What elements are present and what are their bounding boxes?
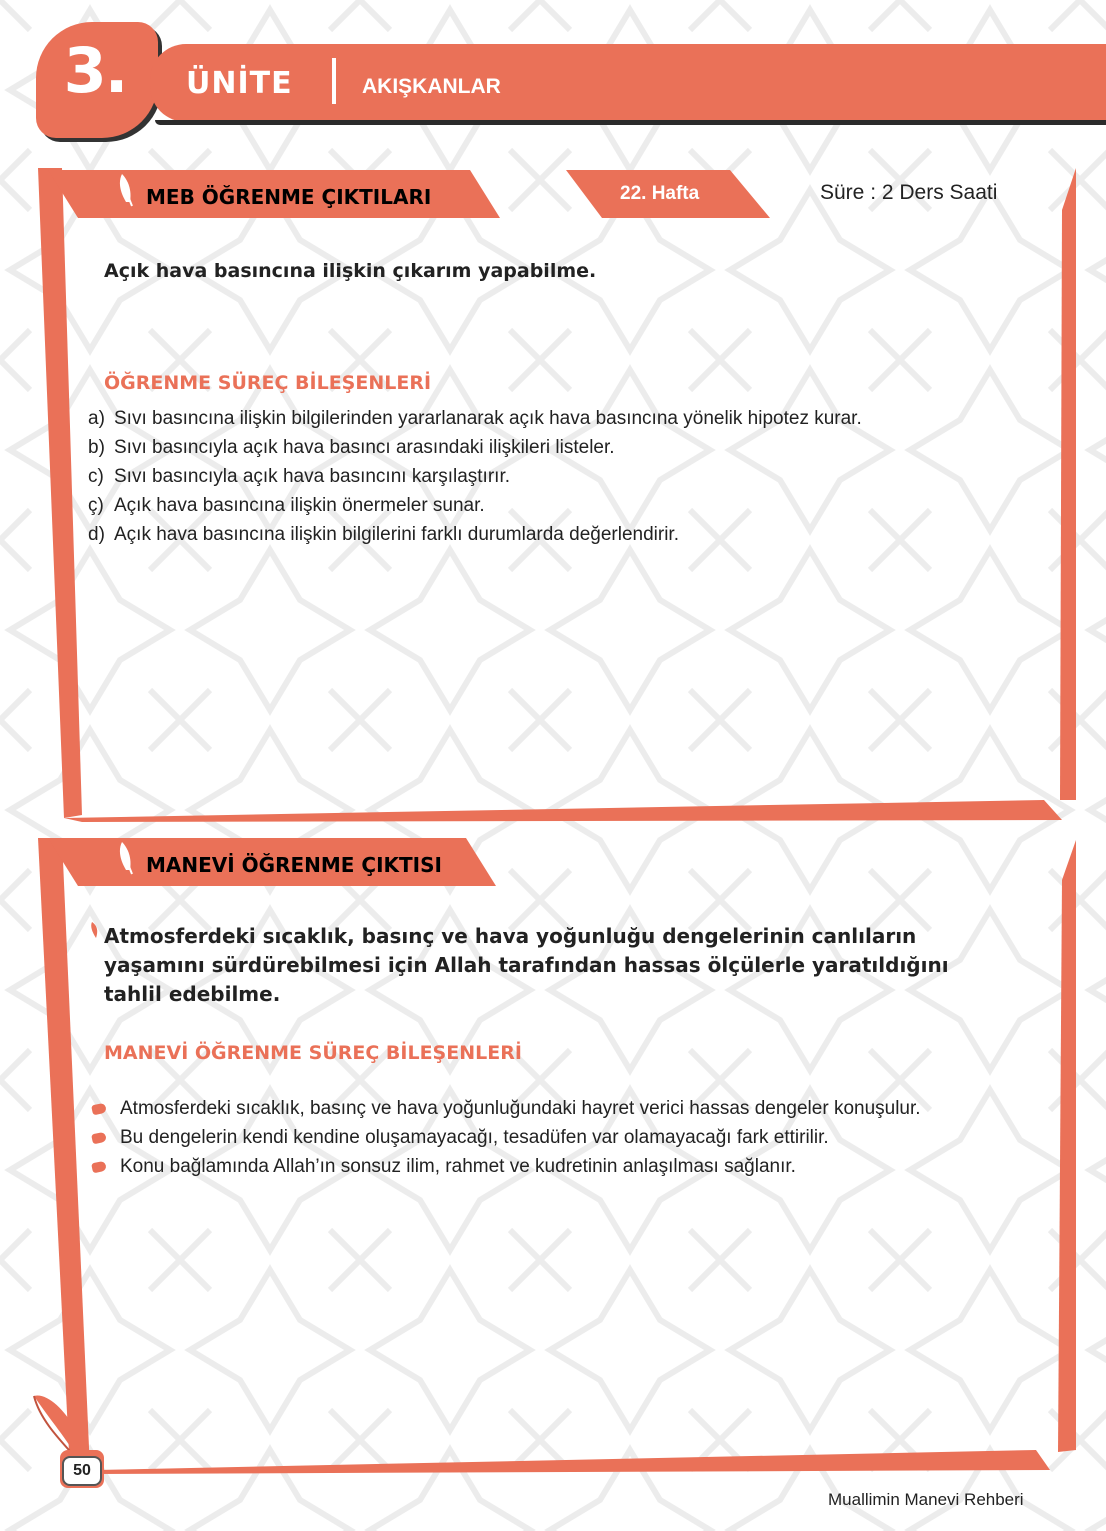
meb-tab-title: MEB ÖĞRENME ÇIKTILARI (146, 185, 432, 209)
feather-icon (91, 922, 97, 938)
meb-panel-right-border (1060, 168, 1076, 800)
list-item-label: b) (88, 437, 105, 458)
list-item (92, 1152, 921, 1181)
process-list (88, 404, 862, 549)
week-label: 22. Hafta (620, 183, 700, 204)
list-item-label: d) (88, 524, 105, 545)
header-divider (332, 58, 336, 104)
meb-panel-bottom-border (64, 800, 1062, 822)
bullet-icon (91, 1131, 107, 1144)
page-number: 50 (62, 1456, 102, 1486)
list-item (92, 1094, 921, 1123)
unit-label: ÜNİTE (186, 66, 293, 101)
list-item (92, 1123, 921, 1152)
unit-number: 3. (63, 34, 127, 107)
list-item-text: Sıvı basıncına ilişkin bilgilerinden yararlanarak açık hava basıncına yönelik hipotez kurar. (114, 408, 862, 429)
list-item-text: Açık hava basıncına ilişkin bilgilerini farklı durumlarda değerlendirir. (114, 524, 679, 545)
process-heading: ÖĞRENME SÜREÇ BİLEŞENLERİ (104, 372, 432, 394)
duration-label: Süre : 2 Ders Saati (820, 181, 998, 204)
bullet-text: Bu dengelerin kendi kendine oluşamayacağı, tesadüfen var olamayacağı fark ettirilir. (120, 1127, 829, 1148)
book-title: Muallimin Manevi Rehberi (828, 1490, 1024, 1509)
list-item-text: Açık hava basıncına ilişkin önermeler sunar. (114, 495, 485, 516)
bullet-text: Atmosferdeki sıcaklık, basınç ve hava yoğunluğundaki hayret verici hassas dengeler konuşulur. (120, 1098, 921, 1119)
manevi-tab-title: MANEVİ ÖĞRENME ÇIKTISI (146, 853, 442, 877)
unit-topic: AKIŞKANLAR (362, 75, 501, 98)
list-item-label: c) (88, 466, 104, 487)
list-item-label: a) (88, 408, 105, 429)
bullet-icon (91, 1102, 107, 1115)
list-item-text: Sıvı basıncıyla açık hava basıncı arasındaki ilişkileri listeler. (114, 437, 615, 458)
list-item (88, 491, 862, 520)
manevi-panel-bottom-border (96, 1450, 1050, 1474)
list-item-text: Sıvı basıncıyla açık hava basıncını karşılaştırır. (114, 466, 511, 487)
manevi-process-heading: MANEVİ ÖĞRENME SÜREÇ BİLEŞENLERİ (104, 1042, 522, 1064)
meb-panel-left-border (38, 168, 82, 818)
meb-outcome: Açık hava basıncına ilişkin çıkarım yapabilme. (104, 260, 597, 282)
manevi-outcome-line: Atmosferdeki sıcaklık, basınç ve hava yoğunluğu dengelerinin canlıların (104, 924, 917, 948)
list-item (88, 404, 862, 433)
bullet-text: Konu bağlamında Allah’ın sonsuz ilim, rahmet ve kudretinin anlaşılması sağlanır. (120, 1156, 796, 1177)
list-item (88, 433, 862, 462)
bullet-icon (91, 1160, 107, 1173)
manevi-outcome-line: tahlil edebilme. (104, 982, 281, 1006)
manevi-outcome (104, 922, 1064, 1009)
manevi-bullet-list (92, 1094, 921, 1181)
list-item (88, 462, 862, 491)
manevi-panel-left-border (38, 838, 90, 1472)
manevi-outcome-line: yaşamını sürdürebilmesi için Allah tarafından hassas ölçülerle yaratıldığını (104, 953, 949, 977)
list-item-label: ç) (88, 495, 104, 516)
list-item (88, 520, 862, 549)
